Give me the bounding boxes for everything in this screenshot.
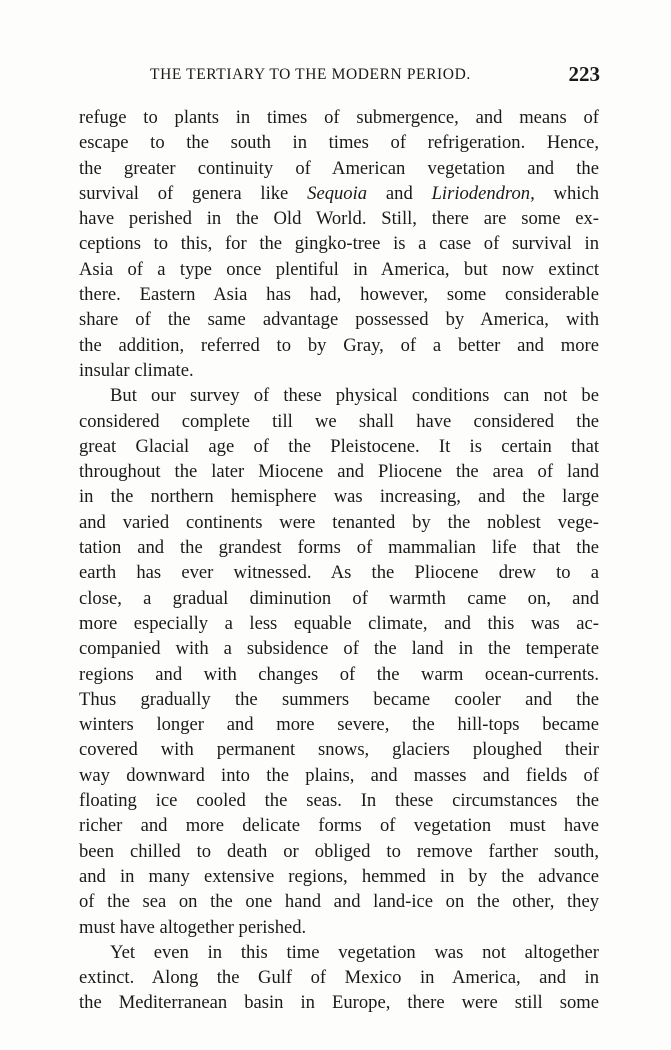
text-run: more especially a less equable climate, and this was ac- bbox=[79, 612, 599, 634]
text-line bbox=[79, 459, 599, 484]
text-line bbox=[79, 105, 599, 130]
text-line bbox=[79, 307, 599, 332]
text-line bbox=[79, 510, 599, 535]
text-run: Yet even in this time vegetation was not altogether bbox=[110, 941, 599, 963]
text-line bbox=[79, 358, 599, 383]
text-line bbox=[79, 257, 599, 282]
text-run: escape to the south in times of refrigeration. Hence, bbox=[79, 132, 599, 154]
text-line bbox=[79, 535, 599, 560]
text-run: companied with a subsidence of the land in the temperate bbox=[79, 638, 599, 660]
text-run: insular climate. bbox=[79, 359, 194, 381]
text-line bbox=[79, 409, 599, 434]
text-line bbox=[79, 181, 599, 206]
text-run: floating ice cooled the seas. In these circumstances the bbox=[79, 790, 599, 812]
text-line bbox=[79, 889, 599, 914]
text-line bbox=[79, 586, 599, 611]
text-line bbox=[79, 712, 599, 737]
text-run: regions and with changes of the warm ocean-currents. bbox=[79, 663, 599, 685]
text-line bbox=[79, 282, 599, 307]
text-line bbox=[79, 839, 599, 864]
text-run: been chilled to death or obliged to remove farther south, bbox=[79, 840, 599, 862]
text-run: refuge to plants in times of submergence, and means of bbox=[79, 107, 599, 128]
text-run: considered complete till we shall have considered the bbox=[79, 410, 599, 432]
text-run: great Glacial age of the Pleistocene. It is certain that bbox=[79, 435, 599, 457]
text-run: must have altogether perished. bbox=[79, 916, 307, 938]
text-line bbox=[79, 813, 599, 838]
text-line bbox=[79, 383, 599, 408]
text-line bbox=[79, 231, 599, 256]
text-run: and varied continents were tenanted by the noblest vege- bbox=[79, 511, 599, 533]
text-run: tation and the grandest forms of mammalian life that the bbox=[79, 537, 599, 559]
text-line bbox=[79, 990, 599, 1015]
italic-term: Liriodendron, bbox=[431, 182, 535, 204]
text-line bbox=[79, 940, 599, 965]
paragraph bbox=[79, 383, 599, 940]
body-text bbox=[79, 105, 599, 1016]
text-line bbox=[79, 636, 599, 661]
page-number: 223 bbox=[568, 62, 600, 86]
text-run: have perished in the Old World. Still, there are some ex- bbox=[79, 208, 599, 230]
text-run: But our survey of these physical conditions can not be bbox=[110, 385, 599, 407]
text-line bbox=[79, 737, 599, 762]
text-line bbox=[79, 788, 599, 813]
text-line bbox=[79, 206, 599, 231]
text-line bbox=[79, 763, 599, 788]
text-run: which bbox=[534, 182, 599, 204]
text-run: earth has ever witnessed. As the Pliocene drew to a bbox=[79, 562, 599, 584]
text-line bbox=[79, 662, 599, 687]
text-run: winters longer and more severe, the hill-tops became bbox=[79, 714, 599, 736]
text-run: ceptions to this, for the gingko-tree is a case of survival in bbox=[79, 233, 599, 255]
text-run: richer and more delicate forms of vegetation must have bbox=[79, 815, 599, 837]
text-line bbox=[79, 560, 599, 585]
text-line bbox=[79, 484, 599, 509]
paragraph bbox=[79, 940, 599, 1016]
text-line bbox=[79, 965, 599, 990]
text-line bbox=[79, 687, 599, 712]
paragraph bbox=[79, 105, 599, 383]
text-run: share of the same advantage possessed by America, with bbox=[79, 309, 599, 331]
text-run: and in many extensive regions, hemmed in by the advance bbox=[79, 865, 599, 887]
text-run: the Mediterranean basin in Europe, there were still some bbox=[79, 992, 599, 1014]
text-line bbox=[79, 864, 599, 889]
text-run: Thus gradually the summers became cooler and the bbox=[79, 688, 599, 710]
text-line bbox=[79, 333, 599, 358]
text-run: covered with permanent snows, glaciers ploughed their bbox=[79, 739, 599, 761]
text-run: of the sea on the one hand and land-ice on the other, they bbox=[79, 891, 599, 913]
text-run: extinct. Along the Gulf of Mexico in America, and in bbox=[79, 967, 599, 989]
running-head bbox=[150, 62, 600, 92]
text-run: the greater continuity of American vegetation and the bbox=[79, 157, 599, 179]
text-run: there. Eastern Asia has had, however, some considerable bbox=[79, 284, 599, 306]
text-run: way downward into the plains, and masses and fields of bbox=[79, 764, 599, 786]
text-run: and bbox=[367, 182, 432, 204]
text-run: the addition, referred to by Gray, of a better and more bbox=[79, 334, 599, 356]
text-line bbox=[79, 915, 599, 940]
text-line bbox=[79, 156, 599, 181]
text-run: Asia of a type once plentiful in America, but now extinct bbox=[79, 258, 599, 280]
text-line bbox=[79, 434, 599, 459]
running-title: THE TERTIARY TO THE MODERN PERIOD. bbox=[150, 66, 471, 83]
text-line bbox=[79, 130, 599, 155]
text-run: close, a gradual diminution of warmth came on, and bbox=[79, 587, 599, 609]
text-run: throughout the later Miocene and Pliocene the area of land bbox=[79, 461, 599, 483]
italic-term: Sequoia bbox=[307, 182, 368, 204]
text-run: in the northern hemisphere was increasing, and the large bbox=[79, 486, 599, 508]
text-run: survival of genera like bbox=[79, 182, 308, 204]
text-line bbox=[79, 611, 599, 636]
